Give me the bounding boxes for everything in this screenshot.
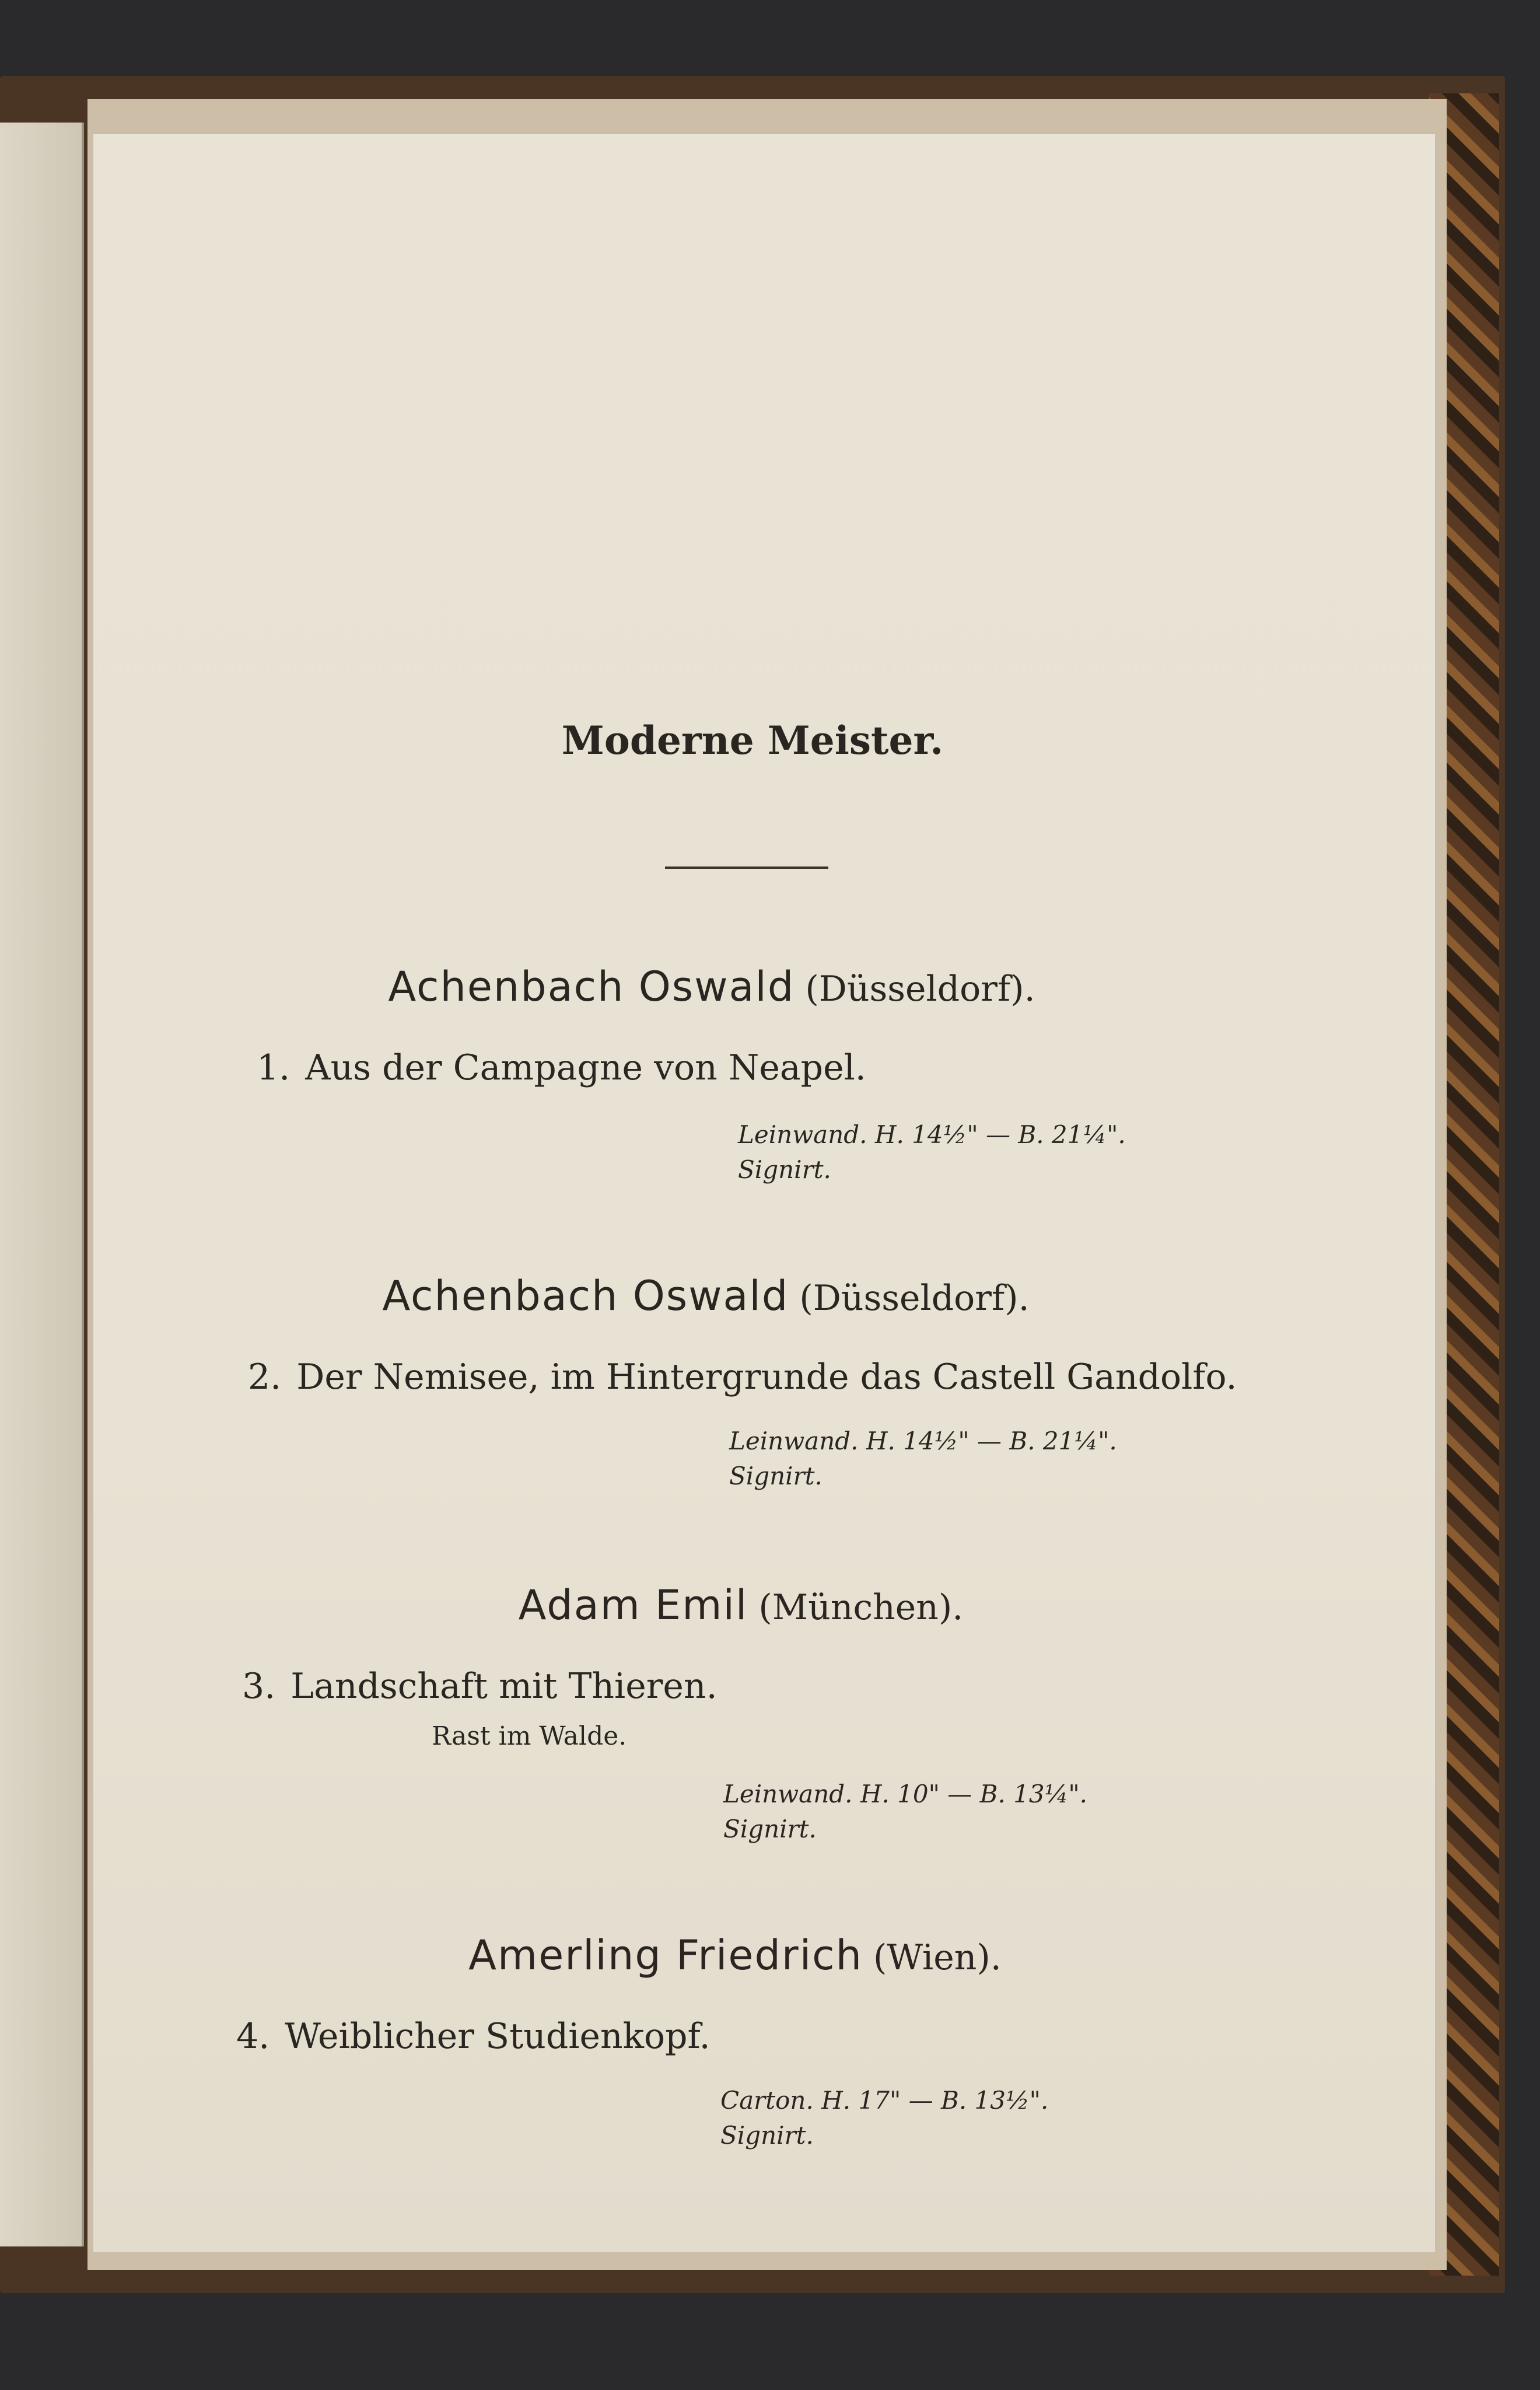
artist-name: Adam Emil xyxy=(518,1581,748,1629)
left-page-edge xyxy=(0,123,84,2246)
item-number: 1. xyxy=(257,1047,290,1088)
item-meta xyxy=(738,1117,1126,1187)
catalog-page xyxy=(93,134,1435,2252)
item-number: 2. xyxy=(248,1357,282,1397)
artist-heading xyxy=(41,963,1382,1011)
item-dimensions: Leinwand. H. 10" — B. 13¼". xyxy=(723,1780,1088,1808)
item-title xyxy=(242,1666,718,1707)
item-title xyxy=(248,1357,1237,1397)
heading-rule xyxy=(665,866,828,869)
artist-name: Achenbach Oswald xyxy=(388,963,795,1011)
item-subtitle: Rast im Walde. xyxy=(432,1721,627,1751)
artist-heading xyxy=(70,1581,1412,1629)
artist-city: (Düsseldorf). xyxy=(805,969,1035,1009)
artist-name: Amerling Friedrich xyxy=(468,1931,863,1979)
item-dimensions: Leinwand. H. 14½" — B. 21¼". xyxy=(738,1120,1126,1149)
item-signed: Signirt. xyxy=(738,1155,831,1184)
item-signed: Signirt. xyxy=(729,1462,822,1490)
item-number: 4. xyxy=(236,2016,270,2057)
artist-city: (München). xyxy=(758,1587,964,1628)
item-dimensions: Leinwand. H. 14½" — B. 21¼". xyxy=(729,1427,1117,1455)
item-title-text: Aus der Campagne von Neapel. xyxy=(305,1047,866,1088)
item-title-text: Landschaft mit Thieren. xyxy=(290,1666,718,1707)
item-meta xyxy=(720,2083,1048,2153)
item-title-text: Der Nemisee, im Hintergrunde das Castell Gandolfo. xyxy=(296,1357,1237,1397)
artist-name: Achenbach Oswald xyxy=(382,1272,789,1320)
artist-heading xyxy=(64,1931,1406,1979)
page-heading: Moderne Meister. xyxy=(561,718,944,763)
item-title xyxy=(257,1047,866,1088)
artist-heading xyxy=(35,1272,1377,1320)
artist-city: (Düsseldorf). xyxy=(799,1278,1030,1319)
artist-city: (Wien). xyxy=(873,1937,1002,1978)
item-number: 3. xyxy=(242,1666,276,1707)
item-meta xyxy=(723,1777,1087,1847)
item-dimensions: Carton. H. 17" — B. 13½". xyxy=(720,2086,1049,2115)
item-signed: Signirt. xyxy=(720,2121,814,2150)
item-title xyxy=(236,2016,710,2057)
item-meta xyxy=(729,1424,1117,1494)
item-signed: Signirt. xyxy=(723,1815,817,1843)
item-title-text: Weiblicher Studienkopf. xyxy=(285,2016,710,2057)
